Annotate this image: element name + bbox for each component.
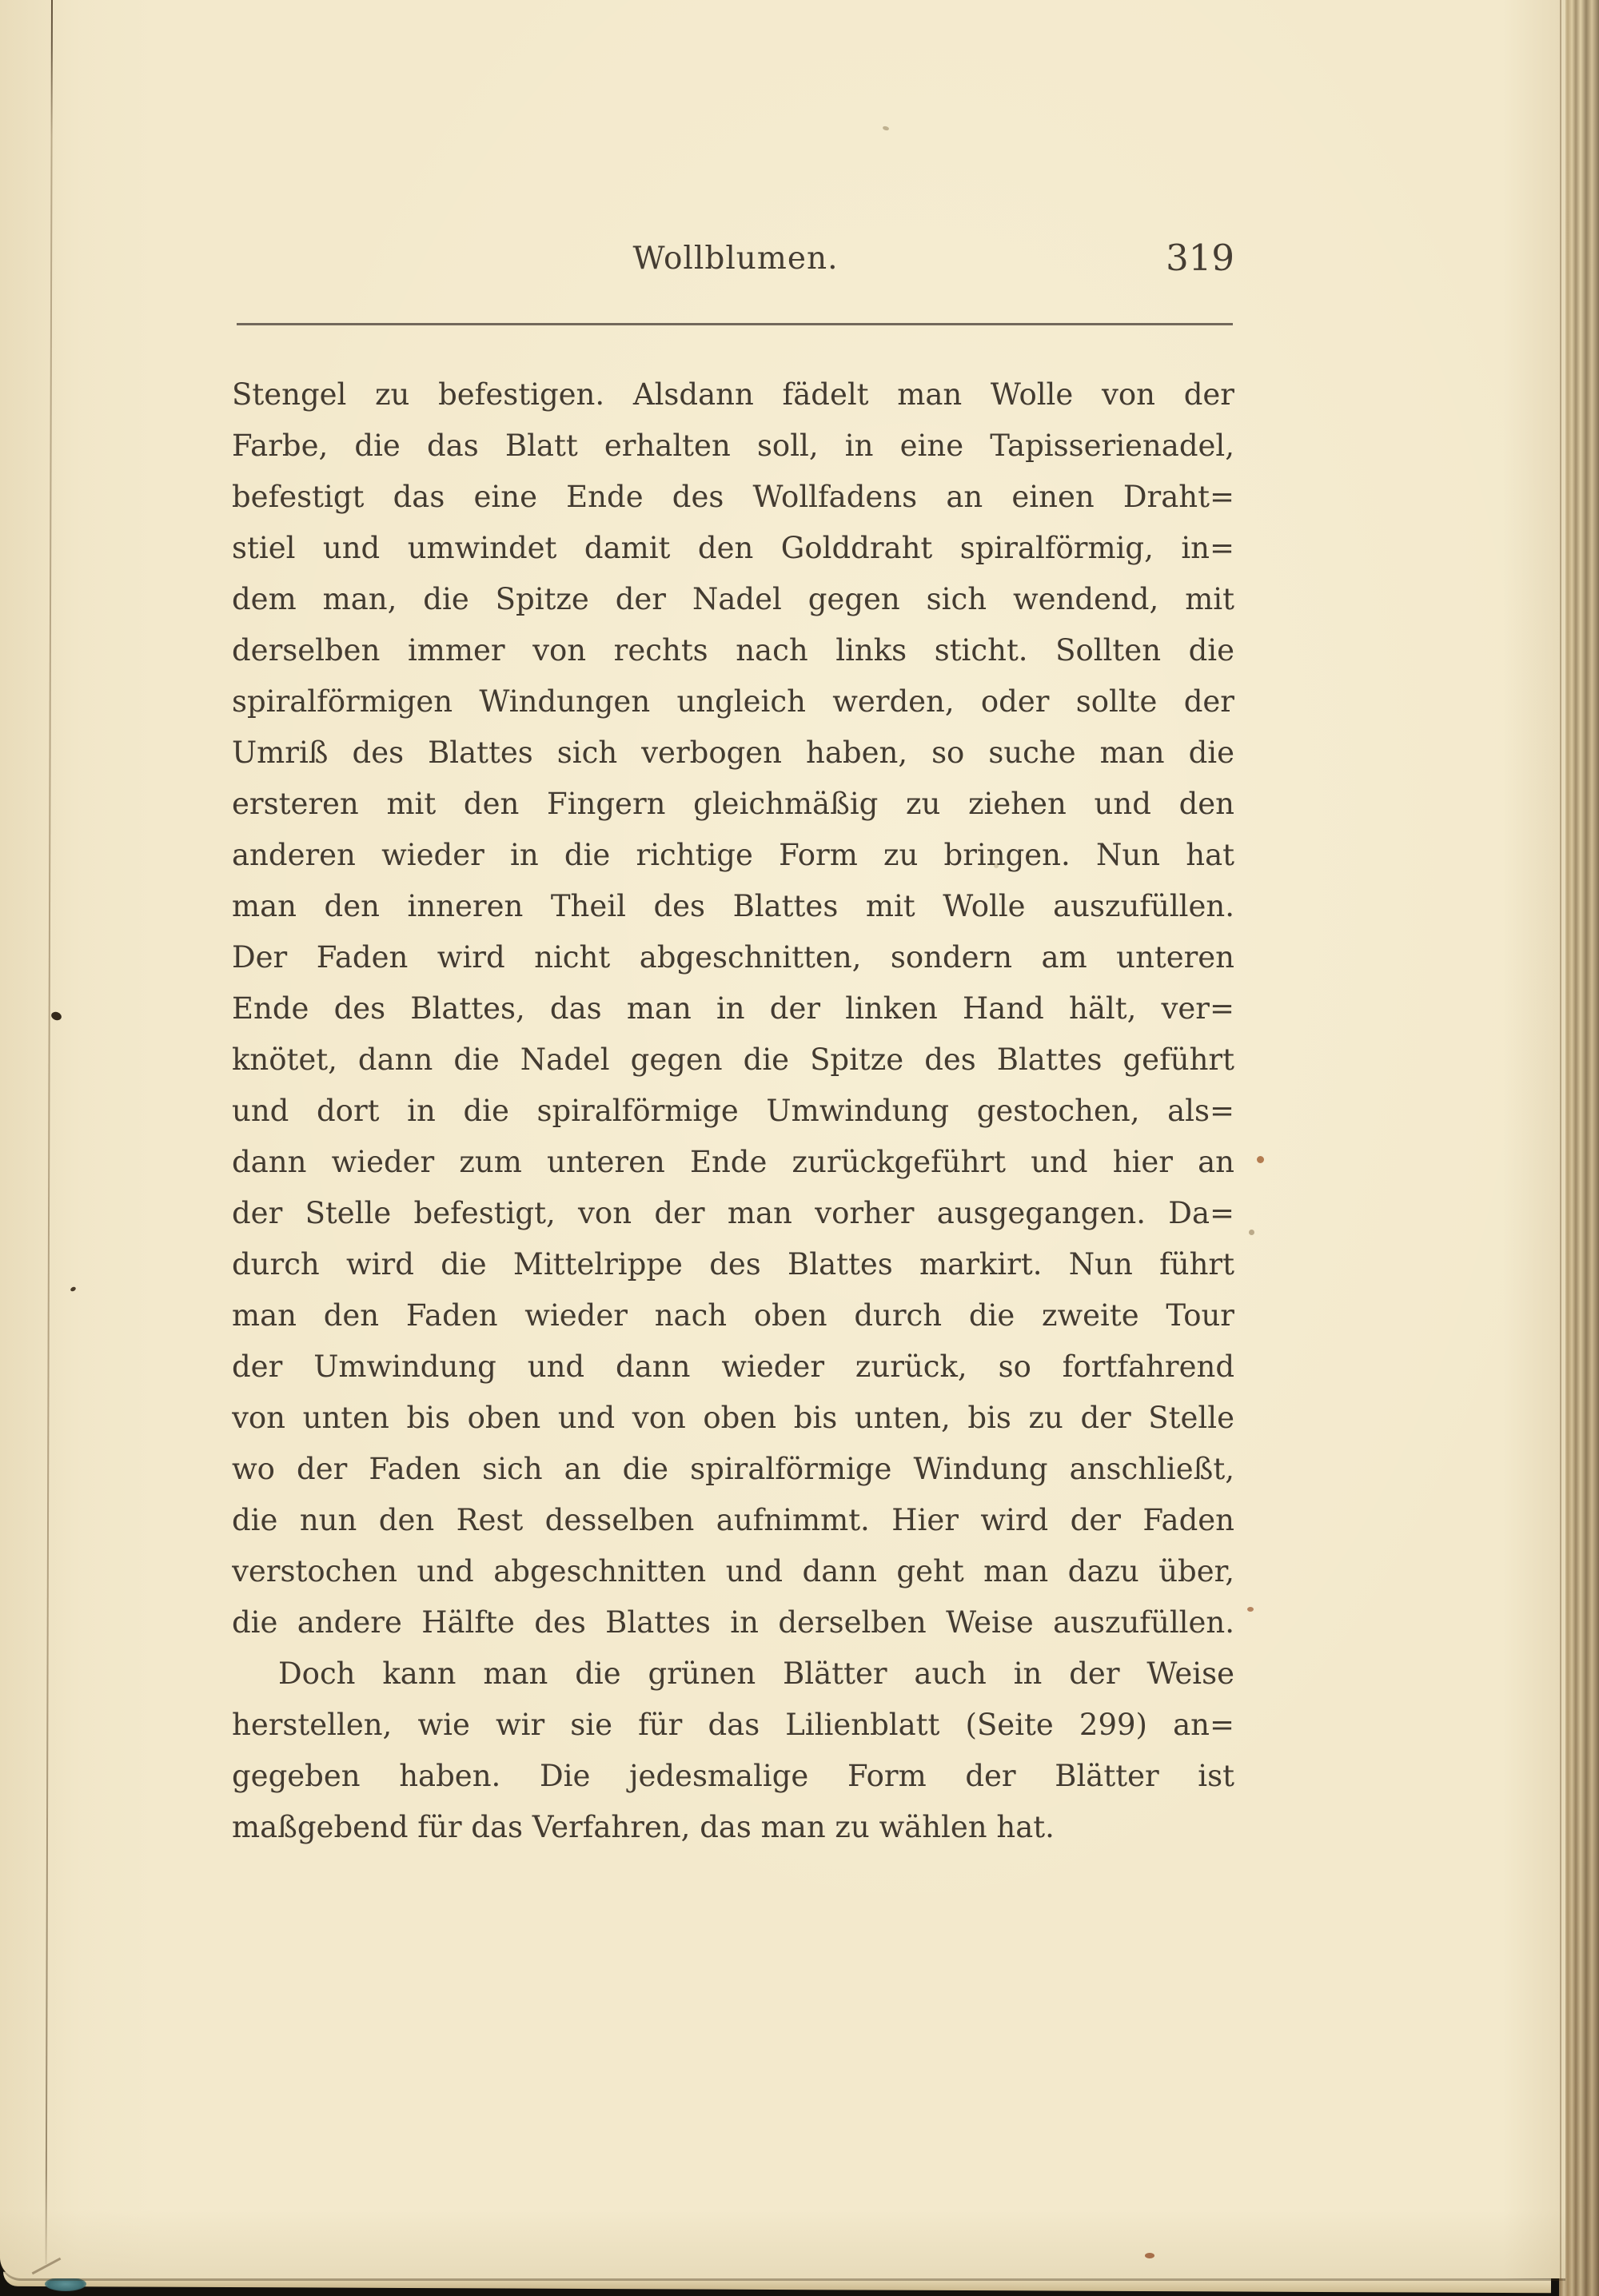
foxing-speck [1249, 1230, 1254, 1235]
text-line: anderen wieder in die richtige Form zu bringen. Nun hat [232, 838, 1234, 872]
text-line: Ende des Blattes, das man in der linken Hand hält, ver= [232, 991, 1234, 1026]
header-rule [237, 323, 1233, 325]
text-line: der Umwindung und dann wieder zurück, so fortfahrend [232, 1349, 1234, 1384]
text-line: dem man, die Spitze der Nadel gegen sich wendend, mit [232, 582, 1234, 616]
text-line: Stengel zu befestigen. Alsdann fädelt man Wolle von der [232, 377, 1234, 412]
text-line: Der Faden wird nicht abgeschnitten, sondern am unteren [232, 940, 1234, 975]
text-line-paragraph-start: Doch kann man die grünen Blätter auch in der Weise [278, 1656, 1234, 1691]
text-line: verstochen und abgeschnitten und dann geht man dazu über, [232, 1554, 1234, 1588]
page-right-edge [1560, 0, 1561, 2278]
text-line: gegeben haben. Die jedesmalige Form der Blätter ist [232, 1759, 1234, 1793]
page-number: 319 [1166, 237, 1234, 279]
running-title: Wollblumen. [632, 241, 839, 277]
text-line: stiel und umwindet damit den Golddraht spiralförmig, in= [232, 531, 1234, 565]
text-line-paragraph-end: maßgebend für das Verfahren, das man zu wählen hat. [232, 1810, 1055, 1844]
text-line: derselben immer von rechts nach links sticht. Sollten die [232, 633, 1234, 668]
text-line: von unten bis oben und von oben bis unten, bis zu der Stelle [232, 1401, 1234, 1435]
foxing-speck [994, 863, 999, 868]
foxing-speck [1145, 2253, 1154, 2258]
text-line: und dort in die spiralförmige Umwindung gestochen, als= [232, 1094, 1234, 1128]
scanner-glint [45, 2277, 86, 2291]
margin-ink-speck [70, 1286, 77, 1293]
text-line: man den inneren Theil des Blattes mit Wolle auszufüllen. [232, 889, 1234, 923]
text-line: durch wird die Mittelrippe des Blattes markirt. Nun führt [232, 1247, 1234, 1282]
foxing-speck [1247, 1607, 1254, 1612]
foxing-speck [1257, 1156, 1264, 1163]
margin-ink-speck [50, 1010, 63, 1022]
text-line: spiralförmigen Windungen ungleich werden, oder sollte der [232, 684, 1234, 719]
text-line: wo der Faden sich an die spiralförmige Windung anschließt, [232, 1452, 1234, 1486]
page-header [237, 233, 1234, 285]
text-line: knötet, dann die Nadel gegen die Spitze des Blattes geführt [232, 1042, 1234, 1077]
text-line: die nun den Rest desselben aufnimmt. Hier wird der Faden [232, 1503, 1234, 1537]
text-line: Umriß des Blattes sich verbogen haben, so suche man die [232, 735, 1234, 770]
text-line: befestigt das eine Ende des Wollfadens an einen Draht= [232, 480, 1234, 514]
text-line: ersteren mit den Fingern gleichmäßig zu ziehen und den [232, 787, 1234, 821]
text-line: herstellen, wie wir sie für das Lilienblatt (Seite 299) an= [232, 1708, 1234, 1742]
body-text [232, 369, 1234, 1853]
text-line: der Stelle befestigt, von der man vorher ausgegangen. Da= [232, 1196, 1234, 1230]
text-line: die andere Hälfte des Blattes in derselben Weise auszufüllen. [232, 1605, 1234, 1640]
gutter-crease [46, 0, 53, 2264]
text-line: Farbe, die das Blatt erhalten soll, in eine Tapisserienadel, [232, 429, 1234, 463]
foxing-speck [882, 126, 889, 131]
text-line: man den Faden wieder nach oben durch die zweite Tour [232, 1298, 1234, 1333]
text-line: dann wieder zum unteren Ende zurückgeführt und hier an [232, 1145, 1234, 1179]
